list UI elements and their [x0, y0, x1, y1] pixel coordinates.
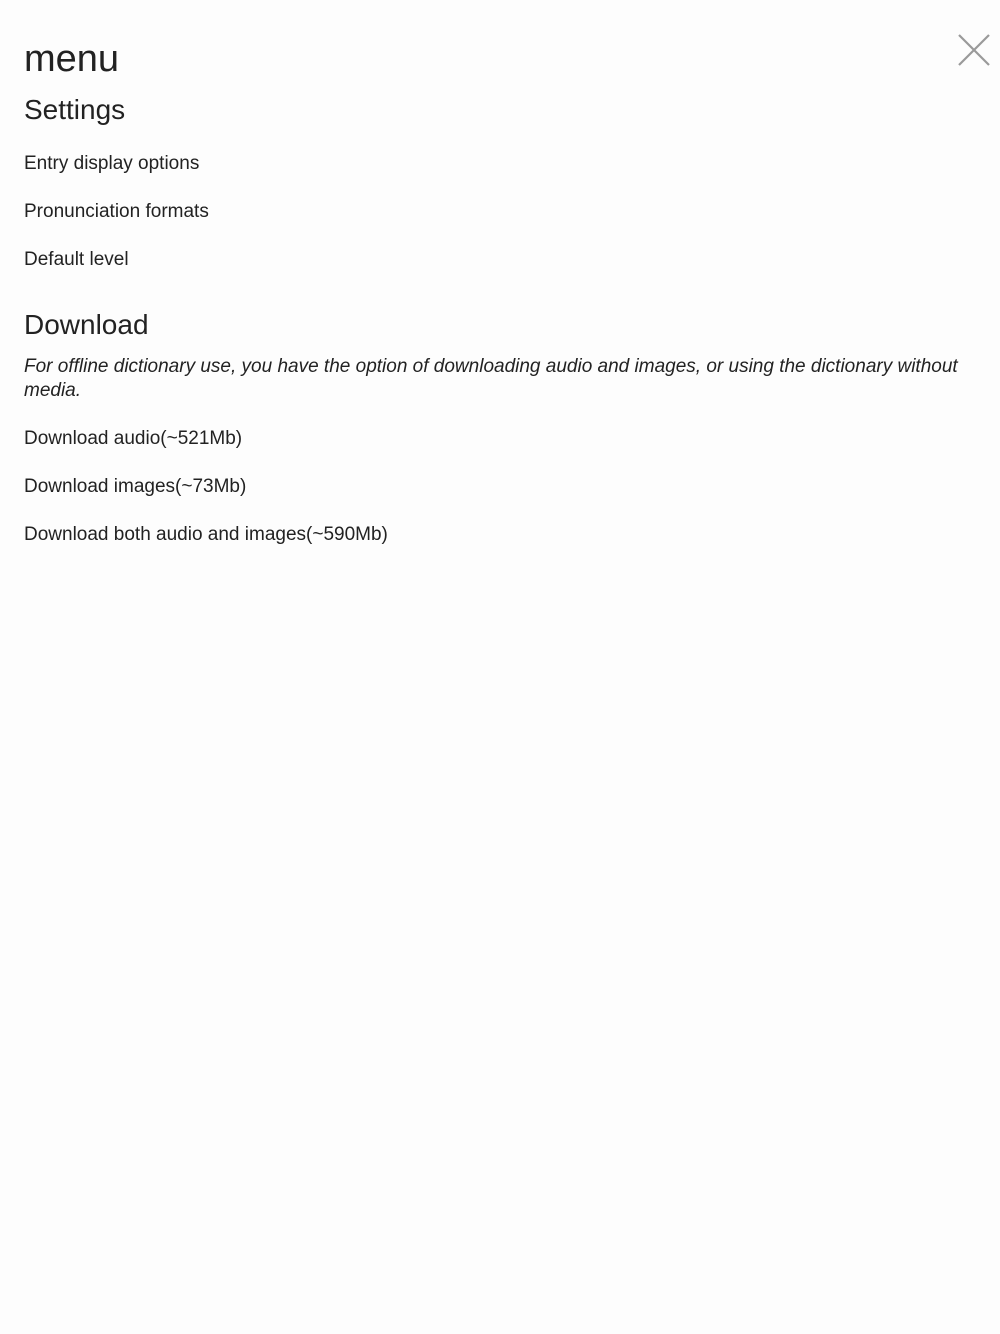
page-title: menu [24, 38, 120, 80]
settings-heading: Settings [24, 94, 126, 125]
default-level-link[interactable]: Default level [24, 249, 129, 270]
download-audio-link[interactable]: Download audio(~521Mb) [24, 428, 243, 449]
close-button[interactable] [956, 32, 992, 68]
download-both-link[interactable]: Download both audio and images(~590Mb) [24, 524, 388, 545]
entry-display-options-link[interactable]: Entry display options [24, 153, 200, 174]
download-heading: Download [24, 309, 149, 340]
download-images-link[interactable]: Download images(~73Mb) [24, 476, 247, 497]
download-description: For offline dictionary use, you have the option of downloading audio and images, or using the dictionary without media. [24, 356, 958, 401]
pronunciation-formats-link[interactable]: Pronunciation formats [24, 201, 209, 222]
close-icon [956, 32, 992, 68]
